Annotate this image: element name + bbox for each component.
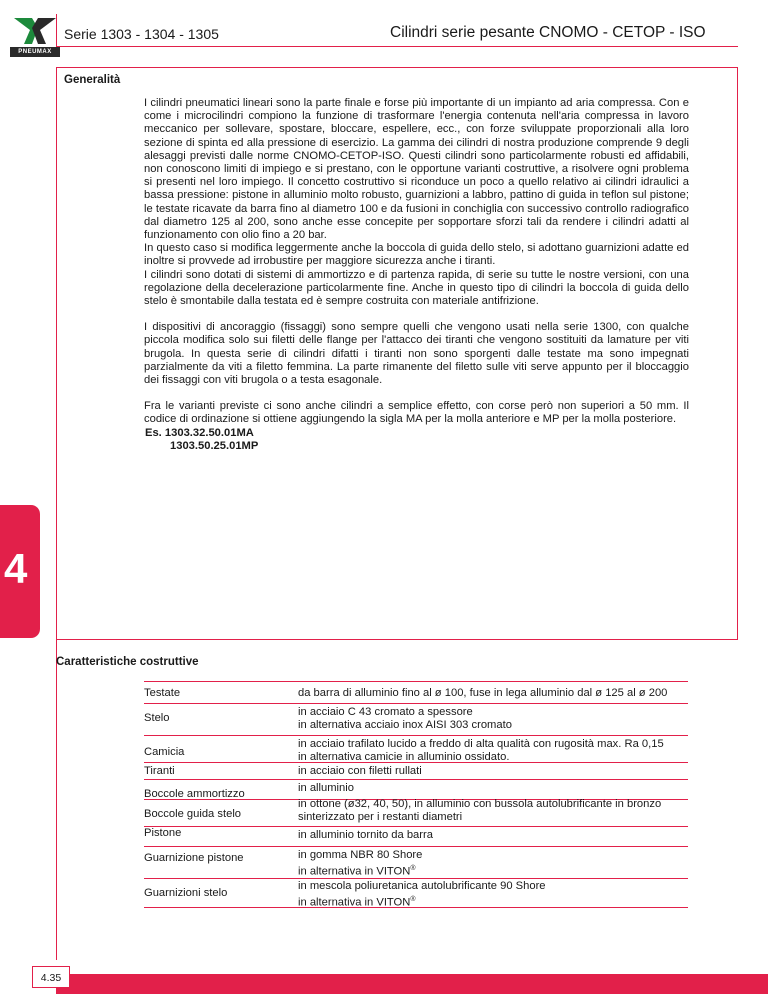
spec-row-stelo	[144, 703, 688, 736]
pneumax-logo	[10, 14, 60, 58]
spec-value: in acciaio con filetti rullati	[298, 765, 422, 777]
header-rule	[56, 46, 738, 47]
spec-row-boccole-guida	[144, 799, 688, 827]
paragraph-oil-use: In questo caso si modifica leggermente anche la boccola di guida dello stelo, si adottano guarnizioni adatte ed inoltre si provvede ad irrobustire per maggiore sicurezza anche i tiranti.	[144, 242, 689, 268]
registered-mark: ®	[410, 865, 416, 873]
page-number: 4.35	[32, 966, 70, 988]
spec-value	[298, 798, 690, 824]
registered-mark: ®	[410, 896, 416, 904]
caratteristiche-title: Caratteristiche costruttive	[56, 656, 199, 668]
spec-row-testate	[144, 681, 688, 704]
spec-value	[298, 738, 690, 764]
paragraph-intro: I cilindri pneumatici lineari sono la parte finale e forse più importante di un impianto ad aria compressa. Con e come i microcilindri compiono la funzione di trasformare l'energia contenuta nell'aria compressa in lavoro meccanico per sollevare, spostare, bloccare, espellere, ecc., con forze sviluppate proporzionali alla loro sezione di spinta ed alla pressione di esercizio. La gamma dei cilindri di nostra produzione comprende 9 degli alesaggi previsti dalle norme CNOMO-CETOP-ISO. Questi cilindri sono particolarmente robusti ed affidabili, non conoscono limiti di impiego e si prestano, con le opportune varianti costruttive, a risolvere ogni problema si presenti nel loro impiego. Il concetto costruttivo si riconduce un poco a quello relativo ai cilindri idraulici a bassa pressione: pistone in alluminio molto robusto, guarnizioni a labbro, pattino di guida in teflon sul pistone; le testate ricavate da barra fino al diametro 100 e da fusioni in conchiglia con successivo controllo radiografico dal diametro 125 al 200, sono anche esse concepite per sopportare sforzi tali da rendere i cilindri adatti al funzionamento con olio fino a 20 bar.	[144, 97, 689, 242]
series-title: Serie 1303 - 1304 - 1305	[64, 26, 219, 42]
spec-value: in alluminio tornito da barra	[298, 829, 433, 841]
footer-bar	[56, 974, 768, 994]
spec-row-guarnizioni-stelo	[144, 878, 688, 908]
spec-label: Camicia	[144, 746, 185, 758]
spec-value-line: in ottone (ø32, 40, 50), in alluminio con bussola autolubrificante in bronzo	[298, 798, 662, 810]
paragraph-cushioning: I cilindri sono dotati di sistemi di ammortizzo e di partenza rapida, di serie su tutte le nostre versioni, con una regolazione della decelerazione particolarmente fine. Anche in questo tipo di cilindri la boccola di guida dello stelo è smontabile dalla testata ed è sempre costruita con materiale antifrizione.	[144, 268, 689, 308]
spec-value	[298, 706, 690, 732]
spec-value	[298, 880, 690, 910]
spec-value-line: in mescola poliuretanica autolubrificante 90 Shore	[298, 880, 546, 892]
order-code-example-2: 1303.50.25.01MP	[170, 439, 259, 452]
spec-value: in alluminio	[298, 782, 354, 794]
logo-wordmark: PNEUMAX	[10, 47, 60, 57]
spec-label: Guarnizioni stelo	[144, 887, 228, 899]
spec-label: Guarnizione pistone	[144, 852, 244, 864]
chapter-tab	[0, 505, 40, 638]
spec-value: da barra di alluminio fino al ø 100, fuse in lega alluminio dal ø 125 al ø 200	[298, 687, 668, 699]
spec-row-pistone	[144, 826, 688, 847]
spec-label: Tiranti	[144, 765, 175, 777]
spec-value-line: sinterizzato per i restanti diametri	[298, 811, 463, 824]
logo-arrows-icon	[10, 14, 60, 48]
spec-row-boccole-ammortizzo	[144, 779, 688, 800]
spec-label: Boccole ammortizzo	[144, 788, 245, 800]
spec-value-line	[298, 893, 690, 910]
spec-value	[298, 849, 690, 879]
spec-value-text: in alternativa in VITON	[298, 865, 411, 878]
spec-value-line: in alternativa acciaio inox AISI 303 cromato	[298, 719, 512, 732]
paragraph-mountings: I dispositivi di ancoraggio (fissaggi) sono sempre quelli che vengono usati nella serie 1300, con qualche piccola modifica solo sui filetti delle flange per l'attacco dei tiranti che vengono sostituiti da lamature per viti brugola. In questa serie di cilindri difatti i tiranti non sono sporgenti dalle testate ma sono impegnati parzialmente da viti a filetto femmina. La parte rimanente del filetto sulle viti serve appunto per il bloccaggio dei fissaggi con viti brugola o a testa esagonale.	[144, 321, 689, 387]
spec-row-guarnizione-pistone	[144, 846, 688, 879]
chapter-number: 4	[4, 545, 28, 592]
paragraph-single-acting: Fra le varianti previste ci sono anche cilindri a semplice effetto, con corse però non superiori a 50 mm. Il codice di ordinazione si ottiene aggiungendo la sigla MA per la molla anteriore e MP per la molla posteriore.	[144, 400, 689, 426]
spec-label: Testate	[144, 687, 181, 699]
header-divider-vertical	[56, 14, 57, 47]
spec-value-text: in alternativa in VITON	[298, 896, 411, 909]
spec-row-tiranti	[144, 762, 688, 780]
spec-value-line: in acciaio C 43 cromato a spessore	[298, 706, 473, 718]
spec-label: Boccole guida stelo	[144, 808, 242, 820]
spec-value-line	[298, 862, 690, 879]
page-heading: Cilindri serie pesante CNOMO - CETOP - ISO	[390, 24, 706, 41]
content-left-rule	[56, 640, 57, 960]
spec-value-line: in alternativa camicie in alluminio ossidato.	[298, 751, 510, 764]
spec-label: Stelo	[144, 712, 170, 724]
generalita-title: Generalità	[64, 74, 121, 86]
order-code-example-1: Es. 1303.32.50.01MA	[145, 426, 254, 439]
spec-row-camicia	[144, 735, 688, 763]
spec-value-line: in acciaio trafilato lucido a freddo di alta qualità con rugosità max. Ra 0,15	[298, 738, 664, 750]
spec-value-line: in gomma NBR 80 Shore	[298, 849, 423, 861]
spec-label: Pistone	[144, 827, 182, 839]
generalita-body	[144, 97, 689, 453]
